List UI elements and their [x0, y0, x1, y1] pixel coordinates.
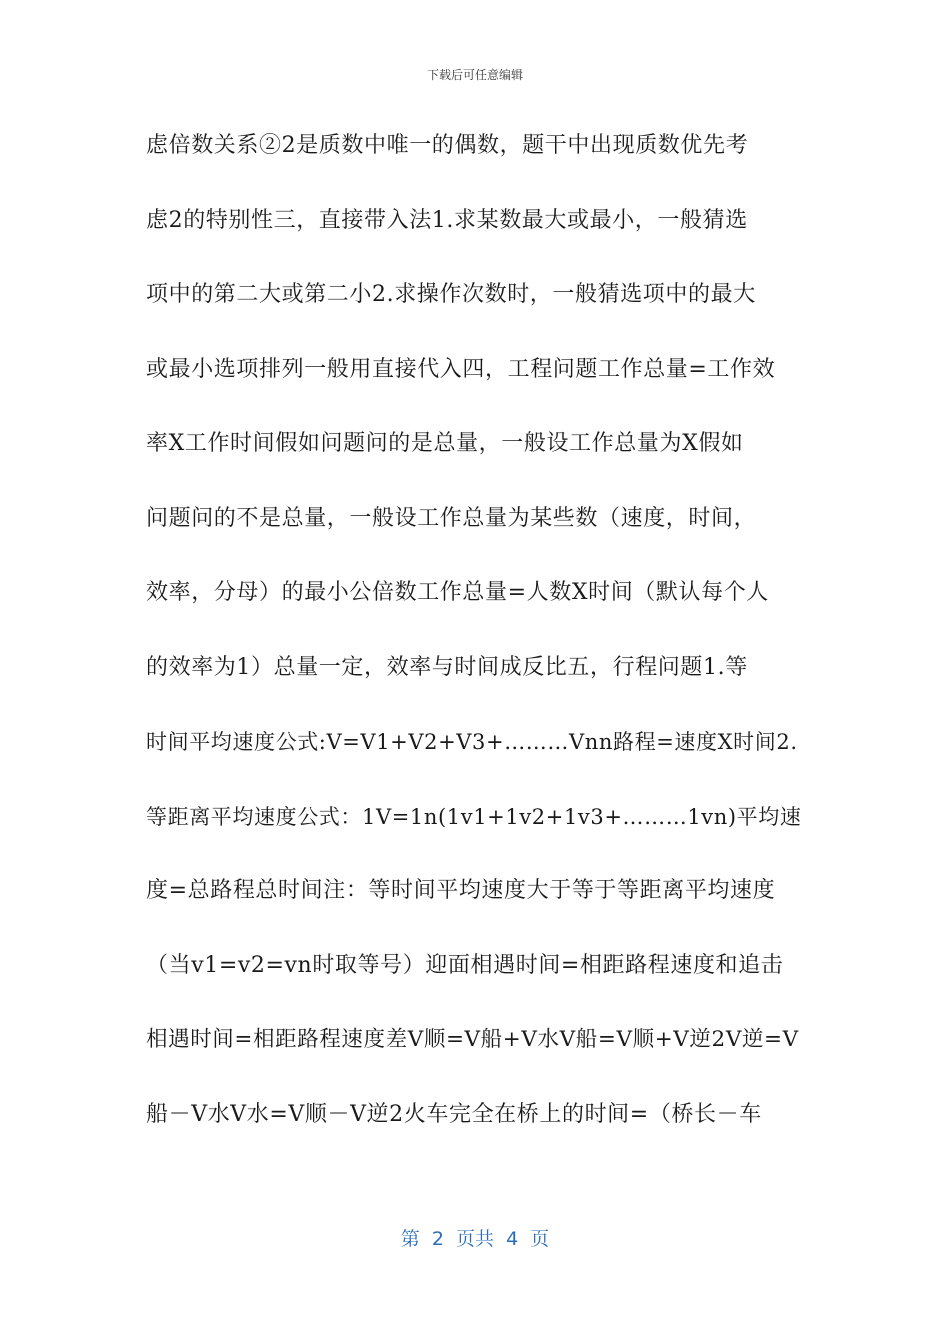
body-line-4: 或最小选项排列一般用直接代入四，工程问题工作总量=工作效 [146, 356, 776, 382]
body-line-5: 率X工作时间假如问题问的是总量，一般设工作总量为X假如 [146, 431, 744, 456]
body-line-10: 等距离平均速度公式：1V=1n(1v1+1v2+1v3+………1vn)平均速 [146, 804, 802, 829]
body-line-3: 项中的第二大或第二小2.求操作次数时，一般猜选项中的最大 [146, 282, 756, 307]
body-line-12: （当v1=v2=vn时取等号）迎面相遇时间=相距路程速度和追击 [146, 952, 784, 978]
body-line-9: 时间平均速度公式:V=V1+V2+V3+………Vnn路程=速度X时间2. [146, 730, 798, 754]
body-line-13: 相遇时间=相距路程速度差V顺=V船+V水V船=V顺+V逆2V逆=V [146, 1027, 799, 1052]
body-line-6: 问题问的不是总量，一般设工作总量为某些数（速度，时间， [146, 505, 757, 531]
page-header-note: 下载后可任意编辑 [426, 68, 523, 82]
document-body [146, 122, 811, 1165]
page-number: 第 2 页共 4 页 [400, 1228, 550, 1250]
body-line-2: 虑2的特别性三，直接带入法1.求某数最大或最小，一般猜选 [146, 207, 748, 233]
body-line-1: 虑倍数关系②2是质数中唯一的偶数，题干中出现质数优先考 [146, 133, 749, 158]
body-line-7: 效率，分母）的最小公倍数工作总量=人数X时间（默认每个人 [146, 580, 769, 605]
body-line-14: 船－V水V水=V顺－V逆2火车完全在桥上的时间=（桥长－车 [146, 1101, 762, 1127]
body-line-8: 的效率为1）总量一定，效率与时间成反比五，行程问题1.等 [146, 654, 748, 680]
body-line-11: 度=总路程总时间注：等时间平均速度大于等于等距离平均速度 [146, 878, 776, 903]
